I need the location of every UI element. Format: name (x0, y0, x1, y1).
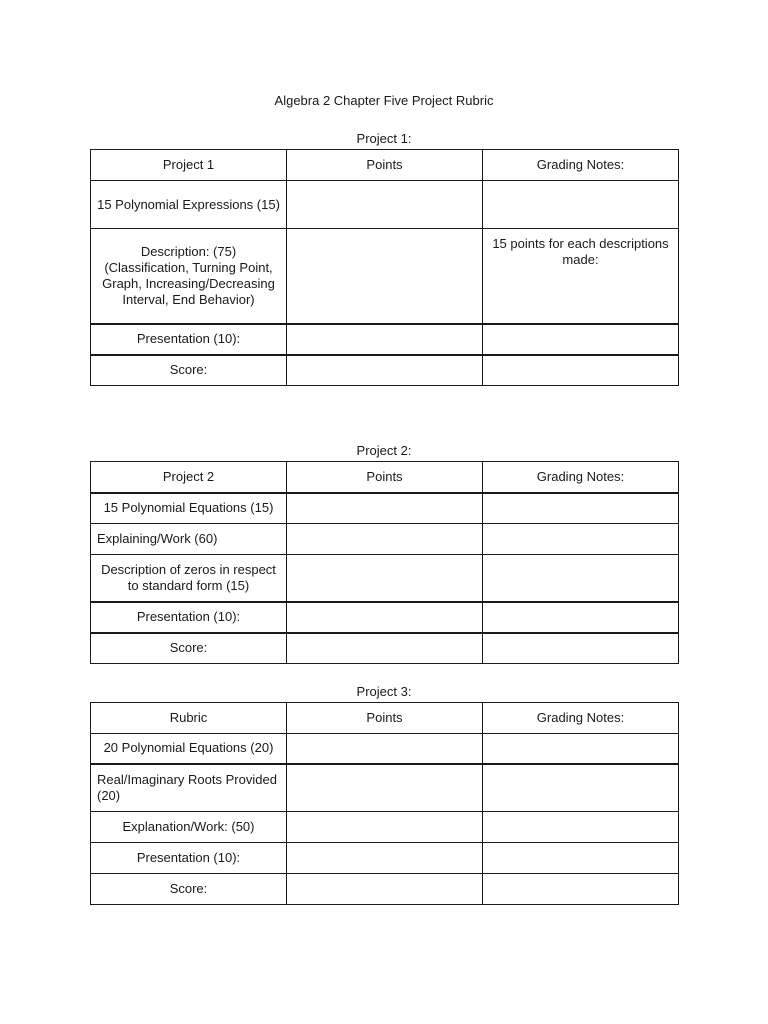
notes-cell[interactable] (483, 524, 679, 555)
table-header-row (91, 150, 679, 181)
header-grading-notes: Grading Notes: (483, 150, 679, 181)
header-criterion: Project 2 (91, 462, 287, 493)
points-cell[interactable] (287, 524, 483, 555)
header-criterion: Rubric (91, 703, 287, 734)
table-row (91, 524, 679, 555)
table-row (91, 764, 679, 812)
criterion-cell: Description: (75) (Classification, Turning Point, Graph, Increasing/Decreasing Interval, End Behavior) (91, 229, 287, 324)
document-title: Algebra 2 Chapter Five Project Rubric (274, 93, 494, 108)
criterion-cell: Explaining/Work (60) (91, 524, 287, 555)
criterion-cell: Description of zeros in respect to standard form (15) (91, 555, 287, 602)
criterion-cell: 15 Polynomial Expressions (15) (91, 181, 287, 229)
notes-cell[interactable] (483, 874, 679, 905)
points-cell[interactable] (287, 229, 483, 324)
header-points: Points (287, 703, 483, 734)
project-1-caption: Project 1: (356, 131, 412, 146)
table-row (91, 874, 679, 905)
project-3-rubric-table (90, 702, 679, 905)
table-row (91, 324, 679, 355)
notes-cell[interactable] (483, 843, 679, 874)
project-2-caption: Project 2: (356, 443, 412, 458)
points-cell[interactable] (287, 602, 483, 633)
table-row (91, 812, 679, 843)
points-cell[interactable] (287, 874, 483, 905)
table-row (91, 355, 679, 386)
points-cell[interactable] (287, 555, 483, 602)
project-2-rubric-table (90, 461, 679, 664)
points-cell[interactable] (287, 181, 483, 229)
project-3-caption: Project 3: (356, 684, 412, 699)
notes-cell[interactable]: 15 points for each descriptions made: (483, 229, 679, 324)
criterion-cell: Presentation (10): (91, 324, 287, 355)
notes-cell[interactable] (483, 181, 679, 229)
criterion-cell: Presentation (10): (91, 602, 287, 633)
notes-cell[interactable] (483, 355, 679, 386)
score-label-cell: Score: (91, 874, 287, 905)
criterion-cell: 20 Polynomial Equations (20) (91, 734, 287, 764)
points-cell[interactable] (287, 493, 483, 524)
header-criterion: Project 1 (91, 150, 287, 181)
criterion-cell: 15 Polynomial Equations (15) (91, 493, 287, 524)
points-cell[interactable] (287, 812, 483, 843)
points-cell[interactable] (287, 633, 483, 664)
notes-cell[interactable] (483, 734, 679, 764)
points-cell[interactable] (287, 355, 483, 386)
notes-cell[interactable] (483, 602, 679, 633)
table-row (91, 555, 679, 602)
header-points: Points (287, 150, 483, 181)
points-cell[interactable] (287, 324, 483, 355)
notes-cell[interactable] (483, 324, 679, 355)
notes-cell[interactable] (483, 493, 679, 524)
table-row (91, 843, 679, 874)
notes-cell[interactable] (483, 812, 679, 843)
table-row (91, 602, 679, 633)
table-header-row (91, 703, 679, 734)
points-cell[interactable] (287, 764, 483, 812)
table-row (91, 633, 679, 664)
table-row (91, 181, 679, 229)
header-grading-notes: Grading Notes: (483, 703, 679, 734)
notes-cell[interactable] (483, 555, 679, 602)
notes-cell[interactable] (483, 764, 679, 812)
project-1-rubric-table (90, 149, 679, 386)
score-label-cell: Score: (91, 355, 287, 386)
table-row (91, 493, 679, 524)
table-row (91, 229, 679, 324)
table-header-row (91, 462, 679, 493)
points-cell[interactable] (287, 734, 483, 764)
header-grading-notes: Grading Notes: (483, 462, 679, 493)
notes-cell[interactable] (483, 633, 679, 664)
points-cell[interactable] (287, 843, 483, 874)
score-label-cell: Score: (91, 633, 287, 664)
criterion-cell: Explanation/Work: (50) (91, 812, 287, 843)
criterion-cell: Real/Imaginary Roots Provided (20) (91, 764, 287, 812)
criterion-cell: Presentation (10): (91, 843, 287, 874)
table-row (91, 734, 679, 764)
header-points: Points (287, 462, 483, 493)
